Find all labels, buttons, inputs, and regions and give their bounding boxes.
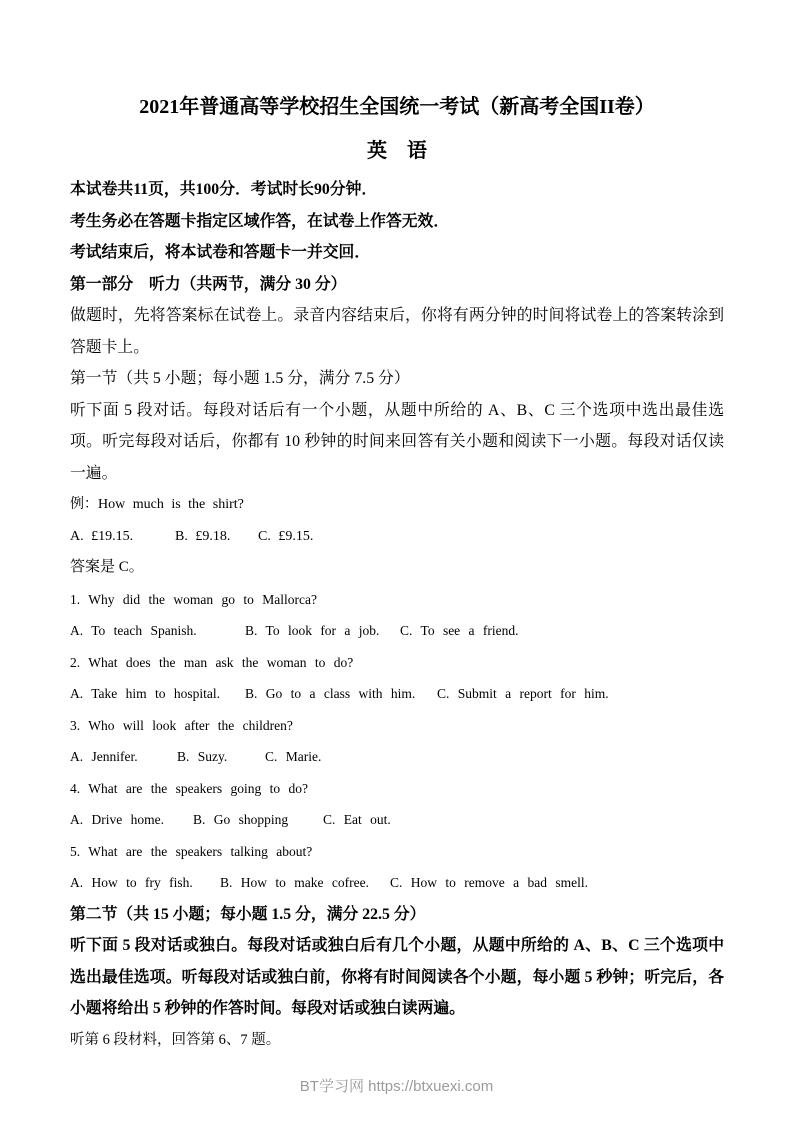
question-options xyxy=(70,678,724,710)
watermark: BT学习网 https://btxuexi.com xyxy=(299,1078,494,1095)
notice-answer-area: 考生务必在答题卡指定区域作答，在试卷上作答无效． xyxy=(70,212,450,230)
question-text: 4. What are the speakers going to do? xyxy=(70,780,308,796)
example-question: 例：How much is the shirt? xyxy=(70,497,244,512)
example-option-c: C. £9.15. xyxy=(258,528,314,544)
question-block-4 xyxy=(70,773,724,836)
example-options xyxy=(70,521,724,553)
question-options xyxy=(70,804,724,836)
notice-return: 考试结束后，将本试卷和答题卡一并交回． xyxy=(70,244,371,261)
example-option-a: A. £19.15. xyxy=(70,528,134,544)
option-a: A. To teach Spanish. xyxy=(70,623,197,638)
notice-pages: 本试卷共11页，共100分．考试时长90分钟． xyxy=(70,181,378,198)
question-block-5 xyxy=(70,836,724,899)
part2-material-note: 听第 6 段材料，回答第 6、7 题。 xyxy=(70,1031,281,1048)
section1-intro: 做题时，先将答案标在试卷上。录音内容结束后，你将有两分钟的时间将试卷上的答案转涂到答题卡上。 xyxy=(70,307,724,356)
part1-instructions: 听下面 5 段对话。每段对话后有一个小题，从题中所给的 A、B、C 三个选项中选出最佳选项。听完每段对话后，你都有 10 秒钟的时间来回答有关小题和阅读下一小题。每段对话仅读一遍。 xyxy=(70,401,724,482)
option-c: C. How to remove a bad smell. xyxy=(390,875,588,890)
question-block-2 xyxy=(70,647,724,710)
example-option-b: B. £9.18. xyxy=(175,528,231,544)
question-text: 1. Why did the woman go to Mallorca? xyxy=(70,591,317,607)
option-a: A. How to fry fish. xyxy=(70,875,193,890)
option-c: C. Eat out. xyxy=(323,812,391,827)
option-c: C. Marie. xyxy=(265,749,322,764)
part2-instructions: 听下面 5 段对话或独白。每段对话或独白后有几个小题，从题中所给的 A、B、C 三个选项中选出最佳选项。听每段对话或独白前，你将有时间阅读各个小题，每小题 5 秒钟；听完后，各小题将给出 5 秒钟的作答时间。每段对话或独白读两遍。 xyxy=(70,937,724,1017)
question-options xyxy=(70,615,724,647)
question-text: 2. What does the man ask the woman to do? xyxy=(70,654,354,670)
option-a: A. Drive home. xyxy=(70,812,164,827)
question-block-3 xyxy=(70,710,724,773)
question-text: 3. Who will look after the children? xyxy=(70,717,293,733)
option-c: C. Submit a report for him. xyxy=(437,686,609,701)
example-answer: 答案是 C。 xyxy=(70,559,144,575)
option-b: B. Go to a class with him. xyxy=(245,686,416,701)
question-text: 5. What are the speakers talking about? xyxy=(70,843,313,859)
option-b: B. How to make cofree. xyxy=(220,875,369,890)
question-block-1 xyxy=(70,584,724,647)
question-options xyxy=(70,741,724,773)
option-b: B. Suzy. xyxy=(177,749,228,764)
part1-heading: 第一节（共 5 小题；每小题 1.5 分，满分 7.5 分） xyxy=(70,370,410,387)
option-a: A. Take him to hospital. xyxy=(70,686,221,701)
exam-title: 2021年普通高等学校招生全国统一考试（新高考全国II卷） xyxy=(139,96,655,118)
option-b: B. To look for a job. xyxy=(245,623,380,638)
option-b: B. Go shopping xyxy=(193,812,289,827)
section1-heading: 第一部分 听力（共两节，满分 30 分） xyxy=(70,275,347,293)
exam-subject: 英 语 xyxy=(367,140,427,162)
option-c: C. To see a friend. xyxy=(400,623,519,638)
option-a: A. Jennifer. xyxy=(70,749,138,764)
question-options xyxy=(70,867,724,899)
part2-heading: 第二节（共 15 小题；每小题 1.5 分，满分 22.5 分） xyxy=(70,905,426,923)
